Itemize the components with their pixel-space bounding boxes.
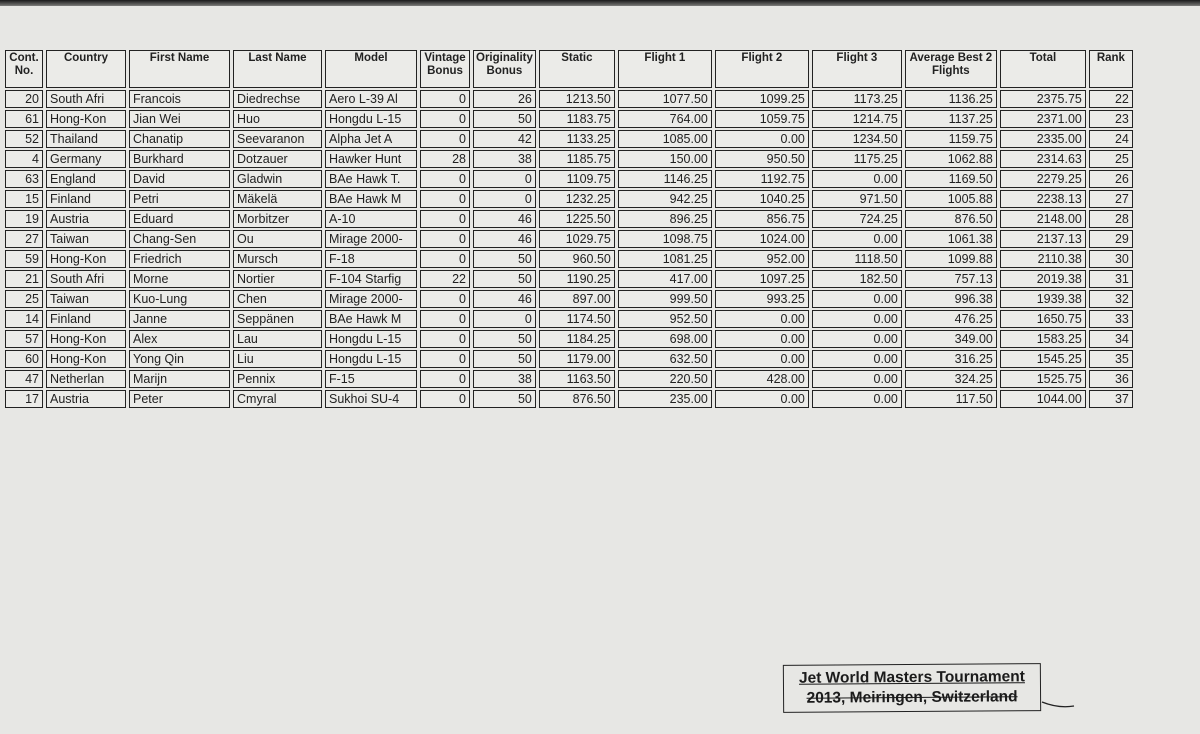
- table-row: [5, 190, 1133, 208]
- cell-total: 1583.25: [1000, 330, 1086, 348]
- cell-country: Finland: [46, 310, 126, 328]
- cell-total: 2148.00: [1000, 210, 1086, 228]
- cell-last-name: Dotzauer: [233, 150, 322, 168]
- table-row: [5, 210, 1133, 228]
- cell-rank: 30: [1089, 250, 1133, 268]
- cell-rank: 27: [1089, 190, 1133, 208]
- cell-first-name: Jian Wei: [129, 110, 230, 128]
- cell-cont-no: 63: [5, 170, 43, 188]
- table-row: [5, 230, 1133, 248]
- cell-cont-no: 61: [5, 110, 43, 128]
- cell-average-best-2: 324.25: [905, 370, 997, 388]
- cell-flight-3: 1175.25: [812, 150, 902, 168]
- cell-last-name: Nortier: [233, 270, 322, 288]
- cell-rank: 36: [1089, 370, 1133, 388]
- cell-first-name: Chanatip: [129, 130, 230, 148]
- cell-country: Austria: [46, 390, 126, 408]
- cell-flight-3: 0.00: [812, 390, 902, 408]
- cell-first-name: Yong Qin: [129, 350, 230, 368]
- cell-model: BAe Hawk M: [325, 310, 417, 328]
- table-row: [5, 390, 1133, 408]
- cell-last-name: Morbitzer: [233, 210, 322, 228]
- cell-static: 1232.25: [539, 190, 615, 208]
- cell-originality-bonus: 38: [473, 370, 536, 388]
- header-vintage-bonus: Vintage Bonus: [420, 50, 470, 88]
- cell-vintage-bonus: 0: [420, 110, 470, 128]
- cell-model: Hongdu L-15: [325, 330, 417, 348]
- cell-flight-1: 942.25: [618, 190, 712, 208]
- cell-last-name: Chen: [233, 290, 322, 308]
- cell-cont-no: 14: [5, 310, 43, 328]
- cell-cont-no: 19: [5, 210, 43, 228]
- cell-rank: 37: [1089, 390, 1133, 408]
- cell-cont-no: 59: [5, 250, 43, 268]
- cell-rank: 33: [1089, 310, 1133, 328]
- cell-flight-2: 1059.75: [715, 110, 809, 128]
- cell-first-name: Eduard: [129, 210, 230, 228]
- cell-originality-bonus: 50: [473, 110, 536, 128]
- cell-originality-bonus: 0: [473, 310, 536, 328]
- cell-total: 1650.75: [1000, 310, 1086, 328]
- cell-last-name: Ou: [233, 230, 322, 248]
- cell-average-best-2: 1005.88: [905, 190, 997, 208]
- cell-vintage-bonus: 0: [420, 90, 470, 108]
- cell-originality-bonus: 0: [473, 170, 536, 188]
- cell-flight-2: 0.00: [715, 390, 809, 408]
- cell-vintage-bonus: 0: [420, 130, 470, 148]
- cell-rank: 29: [1089, 230, 1133, 248]
- header-flight-1: Flight 1: [618, 50, 712, 88]
- cell-cont-no: 4: [5, 150, 43, 168]
- cell-static: 897.00: [539, 290, 615, 308]
- cell-vintage-bonus: 28: [420, 150, 470, 168]
- cell-country: Hong-Kon: [46, 110, 126, 128]
- header-originality-bonus: Originality Bonus: [473, 50, 536, 88]
- cell-rank: 34: [1089, 330, 1133, 348]
- cell-vintage-bonus: 0: [420, 230, 470, 248]
- cell-static: 960.50: [539, 250, 615, 268]
- cell-vintage-bonus: 0: [420, 370, 470, 388]
- table-row: [5, 310, 1133, 328]
- cell-average-best-2: 1136.25: [905, 90, 997, 108]
- cell-model: Mirage 2000-: [325, 290, 417, 308]
- cell-rank: 23: [1089, 110, 1133, 128]
- cell-flight-2: 1040.25: [715, 190, 809, 208]
- cell-average-best-2: 1169.50: [905, 170, 997, 188]
- header-flight-3: Flight 3: [812, 50, 902, 88]
- cell-rank: 28: [1089, 210, 1133, 228]
- header-static: Static: [539, 50, 615, 88]
- cell-static: 1133.25: [539, 130, 615, 148]
- cell-model: Hongdu L-15: [325, 110, 417, 128]
- cell-average-best-2: 476.25: [905, 310, 997, 328]
- cell-flight-3: 0.00: [812, 230, 902, 248]
- cell-rank: 26: [1089, 170, 1133, 188]
- cell-originality-bonus: 46: [473, 230, 536, 248]
- header-country: Country: [46, 50, 126, 88]
- cell-originality-bonus: 38: [473, 150, 536, 168]
- cell-model: Mirage 2000-: [325, 230, 417, 248]
- cell-average-best-2: 996.38: [905, 290, 997, 308]
- cell-first-name: Janne: [129, 310, 230, 328]
- cell-country: Taiwan: [46, 290, 126, 308]
- table-row: [5, 330, 1133, 348]
- cell-model: BAe Hawk T.: [325, 170, 417, 188]
- cell-first-name: David: [129, 170, 230, 188]
- cell-cont-no: 47: [5, 370, 43, 388]
- cell-total: 2019.38: [1000, 270, 1086, 288]
- cell-average-best-2: 349.00: [905, 330, 997, 348]
- cell-total: 1939.38: [1000, 290, 1086, 308]
- cell-cont-no: 52: [5, 130, 43, 148]
- cell-flight-1: 417.00: [618, 270, 712, 288]
- cell-last-name: Huo: [233, 110, 322, 128]
- cell-static: 1163.50: [539, 370, 615, 388]
- cell-total: 2238.13: [1000, 190, 1086, 208]
- cell-total: 1044.00: [1000, 390, 1086, 408]
- cell-vintage-bonus: 0: [420, 350, 470, 368]
- cell-flight-2: 1192.75: [715, 170, 809, 188]
- cell-last-name: Gladwin: [233, 170, 322, 188]
- cell-flight-3: 0.00: [812, 290, 902, 308]
- cell-flight-3: 1234.50: [812, 130, 902, 148]
- cell-vintage-bonus: 0: [420, 170, 470, 188]
- cell-first-name: Marijn: [129, 370, 230, 388]
- cell-last-name: Seppänen: [233, 310, 322, 328]
- cell-country: Hong-Kon: [46, 250, 126, 268]
- cell-flight-1: 632.50: [618, 350, 712, 368]
- table-row: [5, 150, 1133, 168]
- cell-originality-bonus: 50: [473, 250, 536, 268]
- cell-flight-3: 724.25: [812, 210, 902, 228]
- cell-cont-no: 25: [5, 290, 43, 308]
- cell-flight-2: 950.50: [715, 150, 809, 168]
- cell-total: 1545.25: [1000, 350, 1086, 368]
- cell-flight-1: 999.50: [618, 290, 712, 308]
- cell-country: Finland: [46, 190, 126, 208]
- results-table: [2, 48, 1136, 410]
- cell-last-name: Seevaranon: [233, 130, 322, 148]
- cell-originality-bonus: 46: [473, 290, 536, 308]
- cell-flight-1: 698.00: [618, 330, 712, 348]
- cell-flight-1: 220.50: [618, 370, 712, 388]
- cell-flight-3: 0.00: [812, 310, 902, 328]
- cell-model: F-18: [325, 250, 417, 268]
- cell-flight-2: 856.75: [715, 210, 809, 228]
- cell-originality-bonus: 50: [473, 270, 536, 288]
- cell-static: 1184.25: [539, 330, 615, 348]
- cell-flight-3: 182.50: [812, 270, 902, 288]
- header-last-name: Last Name: [233, 50, 322, 88]
- tournament-stamp: [783, 663, 1041, 713]
- cell-flight-1: 1098.75: [618, 230, 712, 248]
- cell-rank: 31: [1089, 270, 1133, 288]
- cell-flight-3: 1173.25: [812, 90, 902, 108]
- cell-flight-2: 0.00: [715, 310, 809, 328]
- cell-model: Aero L-39 Al: [325, 90, 417, 108]
- table-row: [5, 270, 1133, 288]
- cell-cont-no: 17: [5, 390, 43, 408]
- cell-country: Austria: [46, 210, 126, 228]
- cell-average-best-2: 876.50: [905, 210, 997, 228]
- cell-model: F-104 Starfig: [325, 270, 417, 288]
- cell-static: 1190.25: [539, 270, 615, 288]
- cell-flight-1: 1146.25: [618, 170, 712, 188]
- cell-flight-3: 0.00: [812, 370, 902, 388]
- cell-flight-2: 1024.00: [715, 230, 809, 248]
- cell-average-best-2: 1062.88: [905, 150, 997, 168]
- cell-rank: 25: [1089, 150, 1133, 168]
- cell-flight-2: 0.00: [715, 350, 809, 368]
- cell-static: 876.50: [539, 390, 615, 408]
- cell-flight-2: 1097.25: [715, 270, 809, 288]
- cell-originality-bonus: 50: [473, 350, 536, 368]
- cell-rank: 35: [1089, 350, 1133, 368]
- cell-country: Hong-Kon: [46, 330, 126, 348]
- cell-country: Germany: [46, 150, 126, 168]
- table-row: [5, 170, 1133, 188]
- cell-last-name: Diedrechse: [233, 90, 322, 108]
- cell-flight-1: 1085.00: [618, 130, 712, 148]
- cell-flight-3: 1214.75: [812, 110, 902, 128]
- cell-first-name: Peter: [129, 390, 230, 408]
- cell-total: 2279.25: [1000, 170, 1086, 188]
- paper-sheet: [0, 6, 1200, 734]
- cell-flight-1: 1081.25: [618, 250, 712, 268]
- cell-rank: 24: [1089, 130, 1133, 148]
- cell-last-name: Mäkelä: [233, 190, 322, 208]
- stamp-line-1: Jet World Masters Tournament: [798, 668, 1025, 687]
- cell-static: 1213.50: [539, 90, 615, 108]
- table-row: [5, 90, 1133, 108]
- cell-vintage-bonus: 22: [420, 270, 470, 288]
- cell-country: England: [46, 170, 126, 188]
- cell-vintage-bonus: 0: [420, 250, 470, 268]
- table-row: [5, 130, 1133, 148]
- cell-rank: 22: [1089, 90, 1133, 108]
- cell-last-name: Pennix: [233, 370, 322, 388]
- cell-country: South Afri: [46, 270, 126, 288]
- cell-total: 2375.75: [1000, 90, 1086, 108]
- stamp-line-2: 2013, Meiringen, Switzerland: [806, 688, 1018, 707]
- cell-model: Alpha Jet A: [325, 130, 417, 148]
- cell-vintage-bonus: 0: [420, 310, 470, 328]
- cell-country: South Afri: [46, 90, 126, 108]
- header-average-best-2: Average Best 2 Flights: [905, 50, 997, 88]
- cell-flight-2: 0.00: [715, 330, 809, 348]
- cell-first-name: Francois: [129, 90, 230, 108]
- cell-static: 1185.75: [539, 150, 615, 168]
- cell-flight-3: 0.00: [812, 350, 902, 368]
- cell-total: 2314.63: [1000, 150, 1086, 168]
- table-row: [5, 110, 1133, 128]
- cell-flight-1: 150.00: [618, 150, 712, 168]
- cell-first-name: Chang-Sen: [129, 230, 230, 248]
- signature-flourish: [1040, 698, 1080, 712]
- cell-vintage-bonus: 0: [420, 210, 470, 228]
- table-row: [5, 290, 1133, 308]
- cell-flight-1: 235.00: [618, 390, 712, 408]
- cell-originality-bonus: 50: [473, 330, 536, 348]
- cell-average-best-2: 117.50: [905, 390, 997, 408]
- cell-static: 1109.75: [539, 170, 615, 188]
- cell-average-best-2: 1099.88: [905, 250, 997, 268]
- cell-total: 1525.75: [1000, 370, 1086, 388]
- cell-cont-no: 27: [5, 230, 43, 248]
- cell-cont-no: 15: [5, 190, 43, 208]
- cell-first-name: Morne: [129, 270, 230, 288]
- cell-average-best-2: 1137.25: [905, 110, 997, 128]
- header-row: [5, 50, 1133, 88]
- cell-static: 1179.00: [539, 350, 615, 368]
- header-rank: Rank: [1089, 50, 1133, 88]
- header-cont-no: Cont. No.: [5, 50, 43, 88]
- cell-static: 1029.75: [539, 230, 615, 248]
- cell-flight-2: 952.00: [715, 250, 809, 268]
- cell-model: F-15: [325, 370, 417, 388]
- cell-flight-2: 428.00: [715, 370, 809, 388]
- cell-last-name: Mursch: [233, 250, 322, 268]
- cell-originality-bonus: 42: [473, 130, 536, 148]
- cell-last-name: Lau: [233, 330, 322, 348]
- table-row: [5, 250, 1133, 268]
- cell-flight-3: 0.00: [812, 330, 902, 348]
- cell-total: 2371.00: [1000, 110, 1086, 128]
- cell-first-name: Friedrich: [129, 250, 230, 268]
- cell-flight-2: 0.00: [715, 130, 809, 148]
- cell-country: Taiwan: [46, 230, 126, 248]
- header-total: Total: [1000, 50, 1086, 88]
- cell-vintage-bonus: 0: [420, 190, 470, 208]
- cell-static: 1183.75: [539, 110, 615, 128]
- header-model: Model: [325, 50, 417, 88]
- cell-flight-3: 971.50: [812, 190, 902, 208]
- cell-originality-bonus: 26: [473, 90, 536, 108]
- cell-model: Hongdu L-15: [325, 350, 417, 368]
- cell-flight-1: 1077.50: [618, 90, 712, 108]
- cell-country: Hong-Kon: [46, 350, 126, 368]
- cell-flight-1: 764.00: [618, 110, 712, 128]
- cell-originality-bonus: 46: [473, 210, 536, 228]
- cell-flight-1: 952.50: [618, 310, 712, 328]
- cell-vintage-bonus: 0: [420, 290, 470, 308]
- header-flight-2: Flight 2: [715, 50, 809, 88]
- cell-vintage-bonus: 0: [420, 390, 470, 408]
- cell-static: 1225.50: [539, 210, 615, 228]
- cell-average-best-2: 1159.75: [905, 130, 997, 148]
- results-body: [5, 90, 1133, 408]
- header-first-name: First Name: [129, 50, 230, 88]
- cell-last-name: Liu: [233, 350, 322, 368]
- cell-model: Sukhoi SU-4: [325, 390, 417, 408]
- cell-cont-no: 60: [5, 350, 43, 368]
- cell-flight-3: 0.00: [812, 170, 902, 188]
- cell-originality-bonus: 50: [473, 390, 536, 408]
- table-row: [5, 350, 1133, 368]
- cell-first-name: Kuo-Lung: [129, 290, 230, 308]
- cell-first-name: Petri: [129, 190, 230, 208]
- cell-flight-2: 993.25: [715, 290, 809, 308]
- cell-flight-3: 1118.50: [812, 250, 902, 268]
- cell-average-best-2: 316.25: [905, 350, 997, 368]
- cell-model: Hawker Hunt: [325, 150, 417, 168]
- cell-cont-no: 21: [5, 270, 43, 288]
- cell-last-name: Cmyral: [233, 390, 322, 408]
- cell-country: Thailand: [46, 130, 126, 148]
- cell-cont-no: 57: [5, 330, 43, 348]
- cell-model: A-10: [325, 210, 417, 228]
- cell-first-name: Alex: [129, 330, 230, 348]
- cell-total: 2335.00: [1000, 130, 1086, 148]
- cell-flight-2: 1099.25: [715, 90, 809, 108]
- cell-average-best-2: 1061.38: [905, 230, 997, 248]
- cell-static: 1174.50: [539, 310, 615, 328]
- cell-first-name: Burkhard: [129, 150, 230, 168]
- cell-model: BAe Hawk M: [325, 190, 417, 208]
- cell-country: Netherlan: [46, 370, 126, 388]
- cell-total: 2110.38: [1000, 250, 1086, 268]
- cell-flight-1: 896.25: [618, 210, 712, 228]
- table-row: [5, 370, 1133, 388]
- cell-rank: 32: [1089, 290, 1133, 308]
- cell-vintage-bonus: 0: [420, 330, 470, 348]
- cell-originality-bonus: 0: [473, 190, 536, 208]
- cell-total: 2137.13: [1000, 230, 1086, 248]
- cell-cont-no: 20: [5, 90, 43, 108]
- cell-average-best-2: 757.13: [905, 270, 997, 288]
